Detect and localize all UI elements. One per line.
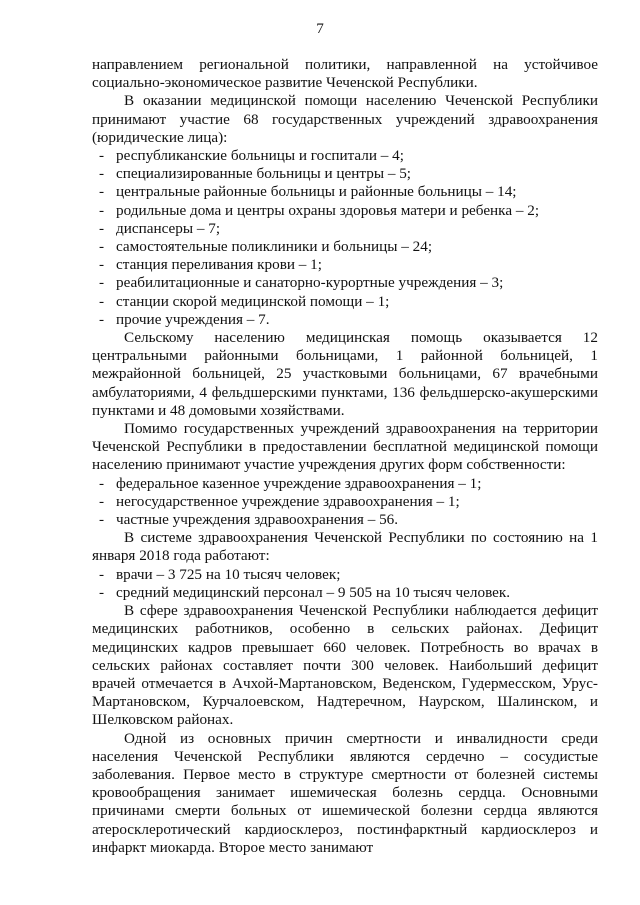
list-item: - самостоятельные поликлиники и больницы – 24; (92, 238, 598, 256)
paragraph-deficit: В сфере здравоохранения Чеченской Республики наблюдается дефицит медицинских работников, особенно в сельских районах. Дефицит медицинских кадров превышает 660 человек. Потребность во врачах в сельских районах составляет почти 300 человек. Наибольший дефицит врачей отмечается в Ачхой-Мартановском, Веденском, Гудермесском, Урус-Мартановском, Курчалоевском, Надтеречном, Наурском, Шалинском, и Шелковском районах. (92, 602, 598, 729)
list-item: - негосударственное учреждение здравоохранения – 1; (92, 493, 598, 511)
other-forms-list (92, 475, 598, 530)
institutions-list (92, 147, 598, 329)
document-body (92, 56, 598, 857)
list-item: - станция переливания крови – 1; (92, 256, 598, 274)
paragraph-rural: Сельскому населению медицинская помощь оказывается 12 центральными районными больницами, 1 районной больницей, 1 межрайонной больницей, 25 участковыми больницами, 67 врачебными амбулаториями, 4 фельдшерскими пунктами, 136 фельдшерско-акушерскими пунктами и 48 домовыми хозяйствами. (92, 329, 598, 419)
list-item: - центральные районные больницы и районные больницы – 14; (92, 183, 598, 201)
list-item: - федеральное казенное учреждение здравоохранения – 1; (92, 475, 598, 493)
list-item: - диспансеры – 7; (92, 220, 598, 238)
list-item: - специализированные больницы и центры – 5; (92, 165, 598, 183)
paragraph-mortality: Одной из основных причин смертности и инвалидности среди населения Чеченской Республики являются сердечно – сосудистые заболевания. Первое место в структуре смертности от болезней системы кровообращения занимает ишемическая болезнь сердца. Основными причинами смерти больных от ишемической болезни сердца являются атеросклеротический кардиосклероз, постинфарктный кардиосклероз и инфаркт миокарда. Второе место занимают (92, 729, 598, 856)
list-item: - частные учреждения здравоохранения – 56. (92, 511, 598, 529)
paragraph-other-forms: Помимо государственных учреждений здравоохранения на территории Чеченской Республики в предоставлении бесплатной медицинской помощи населению принимают участие учреждения других форм собственности: (92, 420, 598, 474)
list-item: - прочие учреждения – 7. (92, 311, 598, 329)
page-number: 7 (316, 20, 324, 37)
list-item: - республиканские больницы и госпитали – 4; (92, 147, 598, 165)
list-item: - врачи – 3 725 на 10 тысяч человек; (92, 566, 598, 584)
paragraph-institutions: В оказании медицинской помощи населению Чеченской Республики принимают участие 68 государственных учреждений здравоохранения (юридические лица): (92, 92, 598, 146)
list-item: - родильные дома и центры охраны здоровья матери и ребенка – 2; (92, 202, 598, 220)
paragraph-staff: В системе здравоохранения Чеченской Республики по состоянию на 1 января 2018 года работают: (92, 529, 598, 565)
staff-list (92, 566, 598, 602)
list-item: - реабилитационные и санаторно-курортные учреждения – 3; (92, 274, 598, 292)
paragraph-intro-continuation: направлением региональной политики, направленной на устойчивое социально-экономическое развитие Чеченской Республики. (92, 56, 598, 92)
list-item: - станции скорой медицинской помощи – 1; (92, 293, 598, 311)
list-item: - средний медицинский персонал – 9 505 на 10 тысяч человек. (92, 584, 598, 602)
